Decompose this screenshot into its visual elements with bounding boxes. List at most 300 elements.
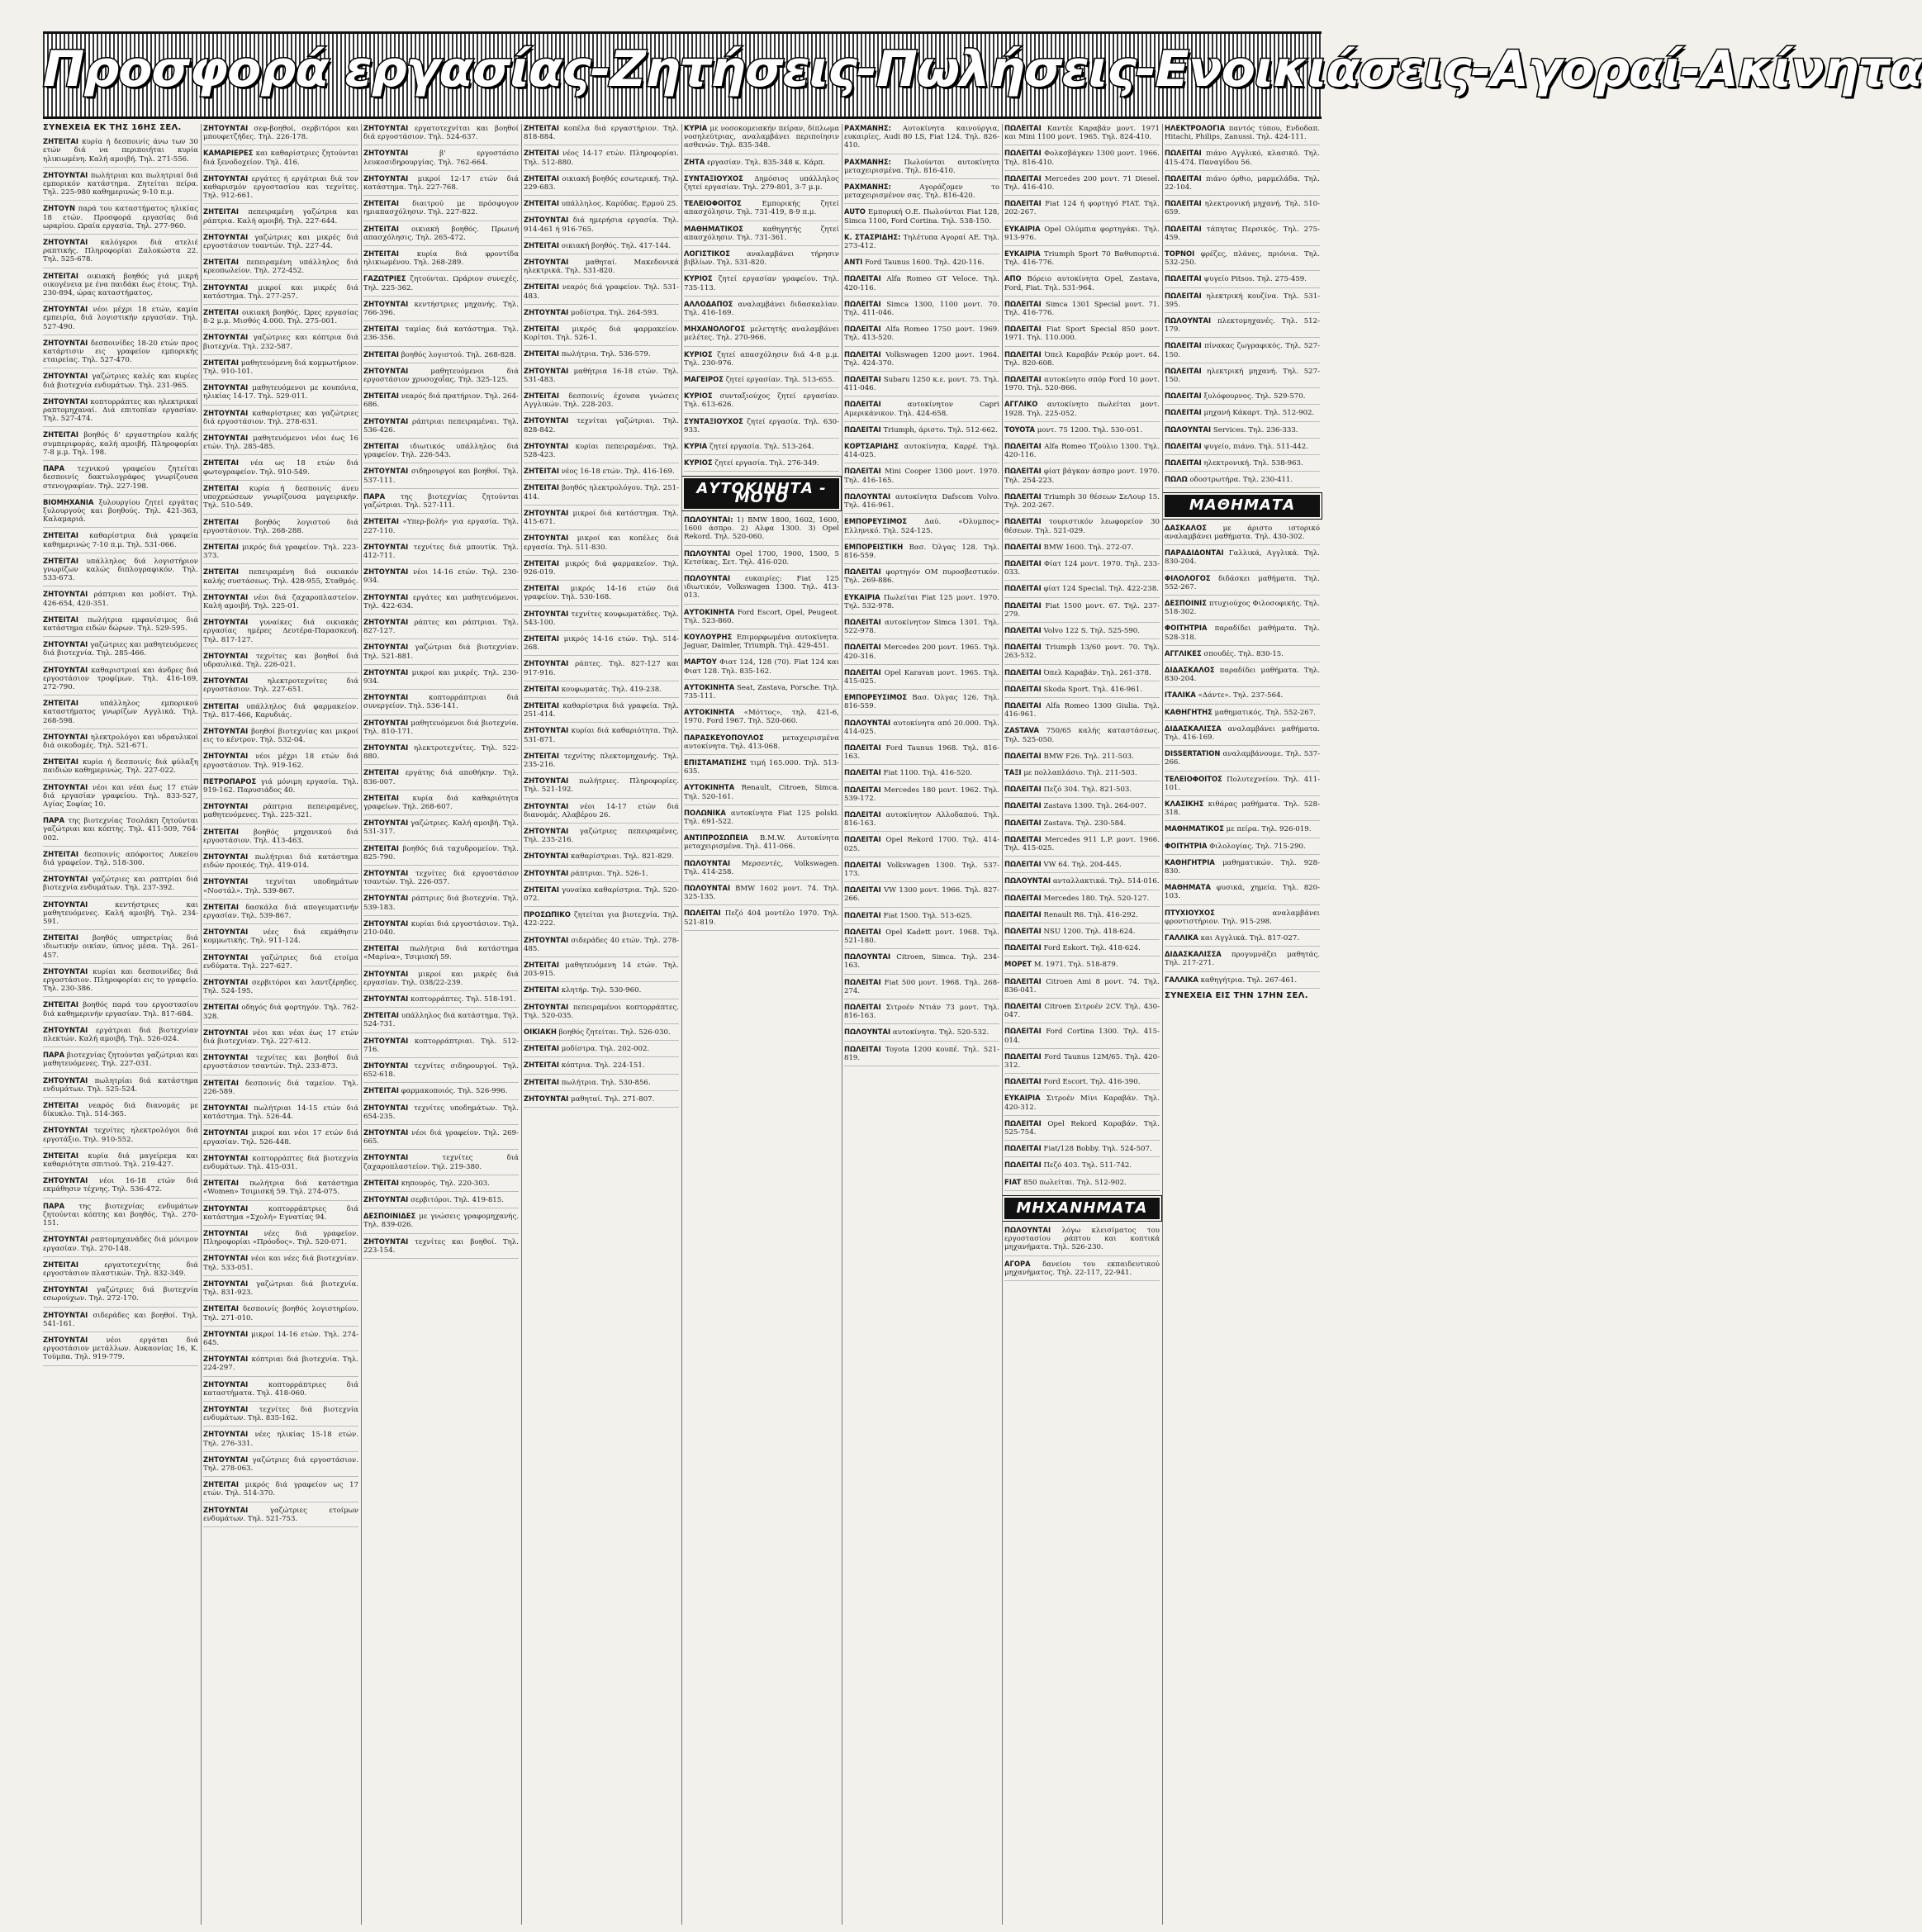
ad-lead-word: ΖΗΤΕΙΤΑΙ <box>43 556 78 565</box>
ad-lead-word: ΠΩΛΕΙΤΑΙ <box>844 768 881 777</box>
ad-lead-word: ΖΗΤΟΥΝΤΑΙ <box>363 868 409 877</box>
ad-lead-word: ΖΗΤΕΙΤΑΙ <box>43 1260 78 1269</box>
ad-body-text: νέοι εργάται διά εργοστάσιον μετάλλων. Αυκαονίας 16, Κ. Τούμπα. Τηλ. 919-779. <box>43 1336 198 1362</box>
ad-body-text: ζητεί απασχόλησιν διά 4-8 μ.μ. Τηλ. 230-976. <box>684 350 840 368</box>
classified-ad <box>363 517 519 539</box>
ad-body-text: πιάνο Αγγλικό, κλασικό. Τηλ. 415-474. Παναγίδου 56. <box>1165 150 1320 167</box>
ad-lead-word: ΖΗΤΟΥΝΤΑΙ <box>363 124 409 132</box>
classified-ad <box>524 802 679 824</box>
ad-lead-word: ΠΩΛΕΙΤΑΙ <box>1004 199 1042 208</box>
classified-ad <box>844 350 999 372</box>
classified-ad <box>684 199 839 221</box>
ad-lead-word: ΖΗΤΟΥΝΤΑΙ <box>524 216 569 225</box>
ad-lead-word: ΖΗΤΟΥΝΤΑΙ <box>203 752 249 761</box>
ad-lead-word: ΖΗΤΕΙΤΑΙ <box>203 483 239 492</box>
ad-body-text: κουφωματάς. Τηλ. 419-238. <box>561 685 662 694</box>
ad-body-text: ραπτομηχανάδες διά μόνιμον εργασίαν. Τηλ. 270-148. <box>43 1236 198 1253</box>
classified-ad <box>43 1076 198 1098</box>
ad-body-text: μικροί 14-16 ετών. Τηλ. 274-645. <box>203 1330 358 1347</box>
ad-lead-word: ΖΗΤΟΥΝΤΑΙ <box>43 305 88 314</box>
ad-body-text: εργάτες και μαθητευόμενοι. Τηλ. 422-634. <box>363 593 519 610</box>
classified-ad <box>524 325 679 346</box>
ad-body-text: Εμπορικής ζητεί απασχόλησιν. Τηλ. 731-419, 8-9 π.μ. <box>684 200 839 217</box>
ad-lead-word: ΖΗΤΟΥΝΤΑΙ <box>43 782 88 791</box>
ad-lead-word: ΠΩΛΕΙΤΑΙ <box>1004 1051 1042 1061</box>
classified-ad <box>1004 225 1160 246</box>
classified-ad <box>844 300 999 321</box>
ad-body-text: αναλαμβάνει μαθήματα. Τηλ. 416-169. <box>1165 724 1320 742</box>
ad-lead-word: ΖΗΤΟΥΝΤΑΙ <box>203 333 249 342</box>
ad-body-text: Volkswagen 1200 μοντ. 1964. Τηλ. 424-370. <box>844 350 999 368</box>
ad-lead-word: ΖΗΤΕΙΤΑΙ <box>524 199 559 208</box>
ad-body-text: ράπτες και ράπτριαι. Τηλ. 827-127. <box>363 618 520 636</box>
classified-ad <box>43 238 198 268</box>
ad-lead-word: ΠΩΛΕΙΤΑΙ <box>1004 785 1042 794</box>
ad-lead-word: ΖΗΤΟΥΝΤΑΙ <box>363 693 409 702</box>
ad-lead-word: DISSERTATION <box>1165 749 1221 758</box>
ad-body-text: ζητεί εργασίαν γραφείου. Τηλ. 735-113. <box>684 275 839 292</box>
ad-lead-word: ΖΗΤΟΥΝΤΑΙ <box>203 1254 249 1263</box>
ad-lead-word: ΖΗΤΕΙΤΑΙ <box>524 349 559 358</box>
classified-ad <box>203 283 358 305</box>
ad-lead-word: ΔΑΣΚΑΛΟΣ <box>1165 523 1207 532</box>
classified-ad <box>363 467 519 488</box>
classified-ad <box>203 1405 358 1426</box>
classified-ad <box>203 928 358 949</box>
ad-lead-word: ΑΛΛΟΔΑΠΟΣ <box>684 299 733 308</box>
classified-ad <box>524 885 679 907</box>
classified-ad <box>363 618 519 639</box>
ad-lead-word: ΖΗΤΕΙΤΑΙ <box>363 793 399 802</box>
ad-body-text: ράπτριαι πεπειραμέναι. Τηλ. 536-426. <box>363 417 520 434</box>
ad-lead-word: ΖΗΤΟΥΝΤΑΙ <box>524 659 569 668</box>
ad-lead-word: ΠΩΛΕΙΤΑΙ <box>844 643 881 652</box>
classified-ad <box>524 467 679 480</box>
classified-ad <box>844 233 999 254</box>
ad-body-text: κοπτορράπτριαι διά συνεργείον. Τηλ. 536-141. <box>363 694 519 711</box>
classified-ad <box>524 852 679 865</box>
ad-lead-word: ΠΩΛΕΙΤΑΙ <box>844 299 881 308</box>
ad-lead-word: ΖΗΤΟΥΝΤΑΙ <box>363 969 409 978</box>
classified-ad <box>43 557 198 587</box>
ad-lead-word: ΠΑΡΑΣΚΕΥΟΠΟΥΛΟΣ <box>684 733 764 742</box>
classified-ad <box>1165 975 1320 989</box>
classified-ad <box>684 225 839 246</box>
ad-body-text: μικροί και μικρές διά εργασίαν. Τηλ. 038/22-239. <box>363 970 519 987</box>
classified-ad <box>203 903 358 924</box>
classified-ad <box>1165 824 1320 838</box>
classified-ad <box>844 618 999 639</box>
ad-body-text: «Μόττος», τηλ. 421-6, 1970. Ford 1967. Τηλ. 520-060. <box>684 709 839 726</box>
classified-ad <box>844 375 999 396</box>
classified-ad <box>1004 668 1160 681</box>
ad-lead-word: ΖΗΤΕΙΤΑΙ <box>363 325 399 334</box>
classified-ad <box>524 349 679 363</box>
classified-ad <box>1004 350 1160 372</box>
ad-lead-word: ΠΩΛΕΙΤΑΙ <box>1165 149 1202 158</box>
ad-body-text: τεχνίτες διά εργοστάσιον τσαντών. Τηλ. 226-057. <box>363 869 519 887</box>
ad-lead-word: ΠΩΛΕΙΤΑΙ <box>1004 149 1042 158</box>
classifieds-page <box>43 124 1322 1925</box>
classified-ad <box>43 1151 198 1173</box>
ad-lead-word: ΕΜΠΟΡΕΥΣΙΜΟΣ <box>844 517 908 526</box>
ad-body-text: ζητεί εργασία. Τηλ. 630-933. <box>684 417 839 434</box>
ad-body-text: Mercedes 180 μοντ. 1962. Τηλ. 539-172. <box>844 786 1000 803</box>
ad-lead-word: ΕΠΙΣΤΑΜΑΤΙΣΗΣ <box>684 757 747 767</box>
ad-lead-word: ΖΗΤΕΙΤΑΙ <box>43 430 78 439</box>
ad-lead-word: ΠΑΡΑΔΙΔΟΝΤΑΙ <box>1165 548 1224 558</box>
ad-lead-word: ΖΗΤΕΙΤΑΙ <box>43 137 78 146</box>
classified-ad <box>844 593 999 615</box>
ad-body-text: κοπτορράπτριες διά κατάστημα «Σχολή» Εγνατίας 94. <box>203 1204 358 1222</box>
ad-body-text: τεχνίτης πλεκτομηχανής. Τηλ. 235-216. <box>524 752 679 769</box>
classified-ad <box>1004 960 1160 973</box>
ad-lead-word: ΚΟΡΤΣΑΡΙΔΗΣ <box>844 442 899 451</box>
ad-body-text: νέος 14-17 ετών. Πληροφορίαι. Τηλ. 512-880. <box>524 150 679 167</box>
classified-ad <box>43 933 198 964</box>
classified-ad <box>203 149 358 170</box>
ad-lead-word: ΖΗΤΟΥΝΤΑΙ <box>203 1404 249 1413</box>
ad-lead-word: TOYOTA <box>1004 425 1035 434</box>
classified-ad <box>1004 601 1160 623</box>
ad-lead-word: ΠΩΛΕΙΤΑΙ <box>1004 801 1042 810</box>
ad-lead-word: ΠΩΛΕΙΤΑΙ <box>1165 458 1202 468</box>
classified-ad <box>1004 559 1160 581</box>
ad-lead-word: ΖΗΤΕΙΤΑΙ <box>203 1003 239 1012</box>
classified-ad <box>684 633 839 654</box>
classified-ad <box>844 952 999 974</box>
ad-body-text: τεχνίτες ηλεκτρολόγοι διά εργοτάξιο. Τηλ. 910-552. <box>43 1127 198 1144</box>
classified-ad <box>1004 819 1160 832</box>
ad-lead-word: ΠΩΛΟΥΝΤΑΙ <box>684 573 731 582</box>
classified-ad <box>844 158 999 179</box>
ad-lead-word: ΖΗΤΕΙΤΑΙ <box>363 1086 399 1095</box>
classified-ad <box>203 1506 358 1527</box>
ad-body-text: πεπειραμένη διά οικιακόν καλής συστάσεως. Τηλ. 428-955, Σταθμός. <box>203 568 358 586</box>
classified-ad <box>1004 400 1160 421</box>
classified-ad <box>363 794 519 815</box>
ad-body-text: τεχνίτες υποδημάτων. Τηλ. 654-235. <box>363 1104 520 1121</box>
ad-body-text: Alfa Romeo 1750 μοντ. 1969. Τηλ. 413-520. <box>844 325 999 343</box>
classified-ad <box>363 944 519 966</box>
classified-ad <box>203 1254 358 1275</box>
classified-ad <box>1004 124 1160 145</box>
ad-body-text: VW 64. Τηλ. 204-445. <box>1043 861 1122 870</box>
ad-lead-word: ΖΗΤΟΥΝΤΑΙ <box>524 801 569 810</box>
classified-ad <box>524 367 679 388</box>
classified-ad <box>363 124 519 145</box>
ad-lead-word: ΖΗΤΕΙΤΑΙ <box>203 458 239 468</box>
classified-ad <box>43 733 198 754</box>
column-rule <box>1002 124 1003 1925</box>
ad-body-text: ηλεκτροτεχνίτες διά εργοστάσιον. Τηλ. 227-651. <box>203 677 358 695</box>
ad-lead-word: ΕΥΚΑΙΡΙΑ <box>1004 249 1041 259</box>
classified-ad <box>43 171 198 202</box>
classified-ad <box>844 928 999 949</box>
ad-lead-word: ΖΗΤΟΥΝΤΑΙ <box>524 307 569 316</box>
ad-body-text: Πωλούνται αυτοκίνητα μεταχειρισμένα. Τηλ. 816-410. <box>844 158 1000 175</box>
classified-ad <box>1004 927 1160 940</box>
classified-ad <box>1004 752 1160 765</box>
classified-ad <box>844 442 999 463</box>
ad-body-text: Opel Kadett μοντ. 1968. Τηλ. 521-180. <box>844 928 999 945</box>
classified-ad <box>524 1078 679 1091</box>
classified-ad <box>203 618 358 648</box>
classified-ad <box>363 894 519 915</box>
ad-lead-word: ΜΑΘΗΜΑΤΙΚΟΣ <box>684 224 743 233</box>
classified-ad <box>524 199 679 212</box>
ad-body-text: παραδίδει μαθήματα. Τηλ. 528-318. <box>1165 624 1320 642</box>
classified-ad <box>1165 458 1320 472</box>
ad-body-text: Volkswagen 1300. Τηλ. 537-173. <box>844 861 999 878</box>
classified-ad <box>43 1260 198 1282</box>
classified-ad <box>43 372 198 393</box>
ad-lead-word: ΑΥΤΟΚΙΝΗΤΑ <box>684 607 735 616</box>
ad-body-text: Τηλέτυπα Αγοραί ΑΕ. Τηλ. 273-412. <box>844 233 999 251</box>
classified-ad <box>844 1003 999 1024</box>
classified-ad <box>203 124 358 145</box>
ad-lead-word: ΣΥΝΤΑΞΙΟΥΧΟΣ <box>684 416 743 425</box>
ad-lead-word: ΠΩΛΕΙΤΑΙ <box>1004 124 1042 132</box>
classified-ad <box>203 358 358 380</box>
ad-lead-word: ΖΗΤΟΥΝΤΑΙ <box>203 651 249 660</box>
ad-lead-word: ΖΗΤΕΙΤΑΙ <box>43 615 78 624</box>
ad-lead-word: ΖΗΤΕΙΤΑΙ <box>203 308 239 317</box>
classified-ad <box>1165 775 1320 796</box>
ad-lead-word: ΖΗΤΟΥΝΤΑΙ <box>524 935 569 944</box>
ad-lead-word: ΖΗΤΟΥΝΤΑΙ <box>43 590 88 599</box>
ad-body-text: Simca 1300, 1100 μοντ. 70. Τηλ. 411-046. <box>844 300 1000 318</box>
ad-lead-word: ΖΗΤΟΥΝΤΑΙ <box>203 1355 249 1364</box>
classified-ad <box>1004 467 1160 488</box>
classified-ad <box>1004 801 1160 814</box>
classified-ad <box>684 158 839 171</box>
ad-body-text: Καντέε Καραβάν μοντ. 1971 και Mini 1100 μοντ. 1965. Τηλ. 824-410. <box>1004 125 1160 142</box>
ad-lead-word: ΖΗΤΟΥΝΤΑΙ <box>363 743 409 752</box>
classified-ad <box>1165 933 1320 947</box>
ad-body-text: αυτοκίνητα Fiat 125 polski. Τηλ. 691-522. <box>684 809 839 826</box>
classified-ad <box>1004 249 1160 271</box>
ad-body-text: δεσποινίς βοηθός λογιστηρίου. Τηλ. 271-010. <box>203 1305 359 1322</box>
classified-ad <box>203 676 358 698</box>
ad-body-text: ράπτες. Τηλ. 827-127 και 917-916. <box>524 660 679 677</box>
ad-lead-word: ΖΗΤΟΥΝΤΑΙ <box>43 875 88 884</box>
ad-lead-word: ΙΤΑΛΙΚΑ <box>1165 691 1196 700</box>
ad-lead-word: ΖΗΤΟΥΝΤΑΙ <box>363 592 409 601</box>
ad-body-text: νέες ηλικίας 15-18 ετών. Τηλ. 276-331. <box>203 1431 359 1448</box>
classified-ad <box>524 685 679 698</box>
classified-ad <box>684 783 839 805</box>
ad-body-text: Δημόσιος υπάλληλος ζητεί εργασίαν. Τηλ. 279-801, 3-7 μ.μ. <box>684 174 839 192</box>
ad-body-text: Όπελ Καραβάν Ρεκόρ μοντ. 64. Τηλ. 820-608. <box>1004 350 1160 368</box>
ad-body-text: καθαριστριαί και άνδρες διά εργοστάσιον τροφίμων. Τηλ. 416-169, 272-790. <box>43 666 198 691</box>
classified-ad <box>844 400 999 421</box>
ad-body-text: πίνακας ζωγραφικός. Τηλ. 527-150. <box>1165 342 1321 359</box>
classified-ad <box>1004 517 1160 539</box>
ad-body-text: μοντ. 75 1200. Τηλ. 530-051. <box>1037 425 1143 434</box>
ad-lead-word: ΖΗΤΟΥΝΤΑΙ <box>203 1455 249 1464</box>
ad-lead-word: ΚΥΡΙΟΣ <box>684 458 713 468</box>
ad-lead-word: ΖΗΤΟΥΝΤΑΙ <box>363 1103 409 1112</box>
ad-lead-word: ΖΗΤΟΥΝΤΑΙ <box>363 1237 409 1246</box>
ad-body-text: τεχνίτες διά βιοτεχνία ενδυμάτων. Τηλ. 835-162. <box>203 1405 358 1423</box>
classified-ad <box>203 543 358 564</box>
ad-body-text: με πείρα. Τηλ. 926-019. <box>1226 825 1312 834</box>
classified-ad <box>844 567 999 589</box>
classified-ad <box>844 643 999 664</box>
classified-ad <box>684 733 839 755</box>
ad-body-text: ξυλόφουρνος. Τηλ. 529-570. <box>1203 392 1306 401</box>
classified-ad <box>363 350 519 363</box>
classified-ad <box>363 1086 519 1099</box>
classified-ad <box>203 1430 358 1451</box>
ad-body-text: δεσποινίδες 18-20 ετών προς κατάρτισιν εις γραφείον εμπορικής εταιρείας. Τηλ. 527-470. <box>43 339 199 365</box>
ad-body-text: κυρία ή δεσποινίς άνω των 30 ετών διά να περιποιήται κυρία ηλικιωμένη. Καλή αμοιβή. Τηλ. 271-556. <box>43 138 198 164</box>
classifieds-column-8 <box>1165 124 1320 1925</box>
ad-body-text: μικροί και μικρές διά κατάστημα. Τηλ. 277-257. <box>203 283 358 301</box>
ad-body-text: 850 πωλείται. Τηλ. 512-902. <box>1023 1178 1127 1187</box>
ad-body-text: VW 1300 μοντ. 1966. Τηλ. 827-266. <box>844 886 999 904</box>
ad-lead-word: ΚΥΡΙΟΣ <box>684 349 713 358</box>
classified-ad <box>203 174 358 205</box>
ad-body-text: πεπειραμένοι κοπτορράπτες. Τηλ. 520-035. <box>524 1003 679 1020</box>
ad-lead-word: ΠΑΡΑ <box>43 816 65 825</box>
ad-lead-word: ZASTAVA <box>1004 726 1039 735</box>
classified-ad <box>844 861 999 882</box>
classified-ad <box>1165 392 1320 405</box>
classified-ad <box>43 1026 198 1047</box>
ad-lead-word: ΖΗΤΟΥΝΤΑΙ <box>363 149 409 158</box>
ad-body-text: Fiat 1500. Τηλ. 513-625. <box>883 911 973 920</box>
ad-lead-word: ΖΗΤΟΥΝΤΑΙ <box>43 170 88 179</box>
ad-lead-word: ΠΩΛΕΙΤΑΙ <box>1004 1118 1042 1127</box>
classified-ad <box>1165 950 1320 971</box>
ad-lead-word: ΖΗΤΟΥΝΤΑΙ <box>203 1430 249 1439</box>
ad-body-text: νέοι 14-16 ετών. Τηλ. 230-934. <box>363 568 519 586</box>
ad-body-text: της βιοτεχνίας ενδυμάτων ζητούνται κόπτης και βοηθός. Τηλ. 270-151. <box>43 1202 199 1228</box>
ad-body-text: με νοσοκομειακήν πείραν, δίπλωμα νοσηλεύτριας, αναλαμβάνει περιποίησιν ασθενών. Τηλ. 835-348. <box>684 125 839 150</box>
classified-ad <box>363 1212 519 1233</box>
classified-ad <box>43 397 198 428</box>
ad-body-text: καθηγητής ζητεί απασχόλησιν. Τηλ. 731-361. <box>684 225 839 242</box>
ad-body-text: αυτοκίνητον Simca 1301. Τηλ. 522-978. <box>844 618 999 636</box>
ad-body-text: προγυμνάζει μαθητάς. Τηλ. 217-271. <box>1165 951 1321 968</box>
ad-lead-word: ΠΩΛΟΥΝΤΑΙ <box>1004 1226 1051 1235</box>
ad-body-text: νέοι διά ζαχαροπλαστείον. Καλή αμοιβή. Τηλ. 225-01. <box>203 593 358 610</box>
classifieds-column-4 <box>524 124 679 1925</box>
ad-lead-word: ΖΗΤΟΥΝΤΑΙ <box>43 640 88 649</box>
ad-body-text: γαζώτριες διά βιοτεχνία εσωρούχων. Τηλ. 272-170. <box>43 1286 198 1303</box>
classified-ad <box>203 802 358 824</box>
ad-body-text: μηχανή Κάκαρτ. Τηλ. 512-902. <box>1203 409 1315 418</box>
ad-body-text: Ford Taunus 1968. Τηλ. 816-163. <box>844 743 1000 762</box>
ad-lead-word: ΠΩΛΕΙΤΑΙ <box>1004 751 1042 760</box>
ad-body-text: Zastava. Τηλ. 230-584. <box>1043 819 1127 828</box>
ad-body-text: πωλήτριαι 14-15 ετών διά κατάστημα. Τηλ. 526-44. <box>203 1104 359 1122</box>
ad-body-text: κηπουρός. Τηλ. 220-303. <box>401 1179 490 1188</box>
ad-body-text: μαθηταί. Μακεδονικά ηλεκτρικά. Τηλ. 531-820. <box>524 259 679 276</box>
classified-ad <box>684 249 839 271</box>
ad-lead-word: ΖΗΤΟΥΝΤΑΙ <box>363 718 409 727</box>
classified-ad <box>684 417 839 439</box>
ad-lead-word: ΖΗΤΟΥΝΤΑΙ <box>524 852 569 861</box>
ad-body-text: κυρία ή δεσποινίς διά φύλαξη παιδιών καθημερινώς. Τηλ. 227-022. <box>43 758 198 776</box>
ad-body-text: ηλεκτρική μηχανή. Τηλ. 527-150. <box>1165 367 1321 385</box>
ad-body-text: Φολκσβάγκεν 1300 μοντ. 1966. Τηλ. 816-410. <box>1004 150 1160 167</box>
classified-ad <box>363 593 519 615</box>
ad-lead-word: ΤΕΛΕΙΟΦΟΙΤΟΣ <box>684 199 742 208</box>
ad-lead-word: ΦΟΙΤΗΤΡΙΑ <box>1165 624 1208 633</box>
ad-lead-word: ΠΩΛΕΙΤΑΙ <box>844 349 881 358</box>
ad-lead-word: ΓΑΛΛΙΚΑ <box>1165 933 1198 942</box>
ad-body-text: και καθαρίστριες ζητούνται διά ξενοδοχείον. Τηλ. 416. <box>203 150 358 167</box>
ad-lead-word: ΖΗΤΟΥΝΤΑΙ <box>363 1061 409 1070</box>
ad-lead-word: ΖΗΤΟΥΝΤΑΙ <box>203 173 249 183</box>
classified-ad <box>1004 1260 1160 1281</box>
ad-lead-word: ΖΗΤΕΙΤΑΙ <box>524 751 559 760</box>
ad-body-text: βιοτεχνίας ζητούνται γαζώτριαι και μαθητευόμενες. Τηλ. 227-031. <box>43 1051 198 1069</box>
ad-lead-word: ΒΙΟΜΗΧΑΝΙΑ <box>43 497 94 506</box>
classified-ad <box>844 810 999 832</box>
ad-lead-word: ΖΗΤΕΙΤΑΙ <box>43 757 78 767</box>
ad-body-text: β' εργοστάσιο λευκοσιδηρουργίας. Τηλ. 762-664. <box>363 150 519 167</box>
classified-ad <box>844 492 999 514</box>
classified-ad <box>1004 1144 1160 1157</box>
classified-ad <box>684 909 839 930</box>
ad-lead-word: ΖΗΤΟΥΝΤΑΙ <box>363 1036 409 1045</box>
classified-ad <box>203 1128 358 1150</box>
ad-body-text: B.M.W. Αυτοκίνητα μεταχειρισμένα. Τηλ. 411-066. <box>684 834 839 852</box>
ad-body-text: ράπτριες διά βιοτεχνία. Τηλ. 539-183. <box>363 895 519 912</box>
ad-lead-word: ΖΗΤΕΙΤΑΙ <box>43 531 78 540</box>
classified-ad <box>1004 1161 1160 1174</box>
ad-body-text: ηλεκτροτεχνίτες. Τηλ. 522-880. <box>363 743 519 762</box>
classified-ad <box>1165 858 1320 880</box>
ad-body-text: γαζώτριες διά ετοίμα ενδύματα. Τηλ. 227-627. <box>203 953 359 971</box>
ad-body-text: Πωλείται Fiat 125 μοντ. 1970. Τηλ. 532-978. <box>844 593 999 610</box>
classified-ad <box>684 833 839 855</box>
ad-lead-word: ΠΩΛΕΙΤΑΙ <box>1004 349 1042 358</box>
ad-lead-word: ΠΩΛΕΙΤΑΙ <box>844 743 881 752</box>
classified-ad <box>203 1480 358 1502</box>
classified-ad <box>43 967 198 998</box>
ad-lead-word: ΚΟΥΛΟΥΡΗΣ <box>684 632 733 641</box>
ad-lead-word: ΖΗΤΟΥΝΤΑΙ <box>524 826 569 835</box>
ad-lead-word: ΡΑΧΜΑΝΗΣ: <box>844 124 891 132</box>
classified-ad <box>1165 666 1320 687</box>
ad-lead-word: ΠΩΛΕΙΤΑΙ <box>844 1003 881 1012</box>
ad-lead-word: ΖΗΤΟΥΝΤΑΙ <box>524 868 569 877</box>
column-rule <box>361 124 362 1925</box>
classified-ad <box>1165 174 1320 196</box>
classified-ad <box>43 615 198 637</box>
ad-body-text: αναλαμβάνει φροντιστήριον. Τηλ. 915-298. <box>1165 909 1320 926</box>
classified-ad <box>43 699 198 729</box>
classified-ad <box>43 1235 198 1256</box>
classified-ad <box>844 719 999 740</box>
classified-ad <box>1165 225 1320 246</box>
ad-lead-word: ΠΩΛΕΙΤΑΙ <box>1165 274 1202 283</box>
classified-ad <box>844 258 999 271</box>
ad-body-text: μικρός 14-16 ετών διά γραφείον. Τηλ. 530-168. <box>524 585 679 602</box>
ad-lead-word: ΕΥΚΑΙΡΙΑ <box>1004 224 1041 233</box>
ad-lead-word: ΑΥΤΟΚΙΝΗΤΑ <box>684 708 735 717</box>
section-heading-lessons: ΜΑΘΗΜΑΤΑ <box>1165 495 1320 516</box>
ad-lead-word: ΠΩΛΕΙΤΑΙ <box>1165 341 1202 350</box>
classified-ad <box>1004 149 1160 170</box>
ad-lead-word: ΖΗΤΕΙΤΑΙ <box>524 392 559 401</box>
ad-body-text: βοηθός μηχανικού διά εργοστάσιον. Τηλ. 413-463. <box>203 828 358 845</box>
